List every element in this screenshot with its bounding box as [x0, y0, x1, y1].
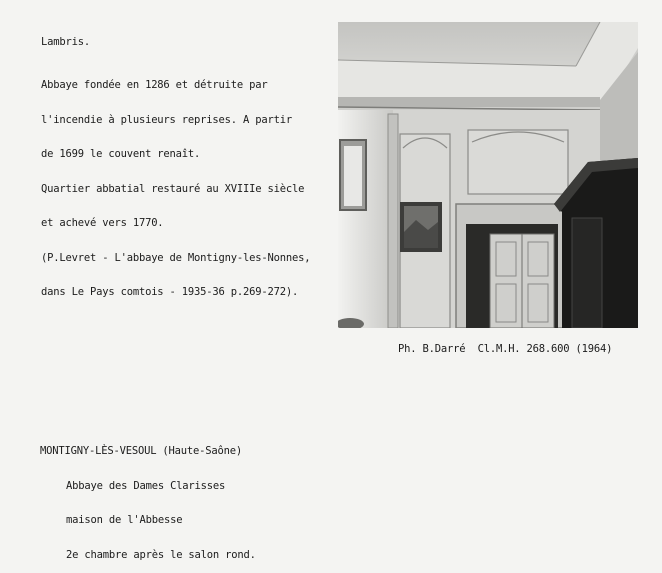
room-photograph	[338, 22, 638, 328]
description-line: dans Le Pays comtois - 1935-36 p.269-272).	[41, 286, 299, 298]
location-part: maison de l'Abbesse	[66, 514, 183, 526]
location-block	[40, 423, 256, 573]
description-line: de 1699 le couvent renaît.	[41, 148, 201, 160]
description-line: (P.Levret - L'abbaye de Montigny-les-Nonnes,	[41, 251, 311, 264]
description-line: Abbaye fondée en 1286 et détruite par	[41, 79, 268, 91]
card-heading: Lambris.	[41, 36, 90, 48]
description-line: et achevé vers 1770.	[41, 217, 164, 229]
location-place: MONTIGNY-LÈS-VESOUL (Haute-Saône)	[40, 445, 243, 457]
photo-credit: Ph. B.Darré Cl.M.H. 268.600 (1964)	[398, 343, 613, 355]
description-line: Quartier abbatial restauré au XVIIIe siècle	[41, 182, 305, 195]
description-line: l'incendie à plusieurs reprises. A partir	[41, 113, 292, 126]
location-building: Abbaye des Dames Clarisses	[66, 479, 226, 492]
card-description	[41, 57, 310, 310]
location-room: 2e chambre après le salon rond.	[66, 548, 256, 561]
